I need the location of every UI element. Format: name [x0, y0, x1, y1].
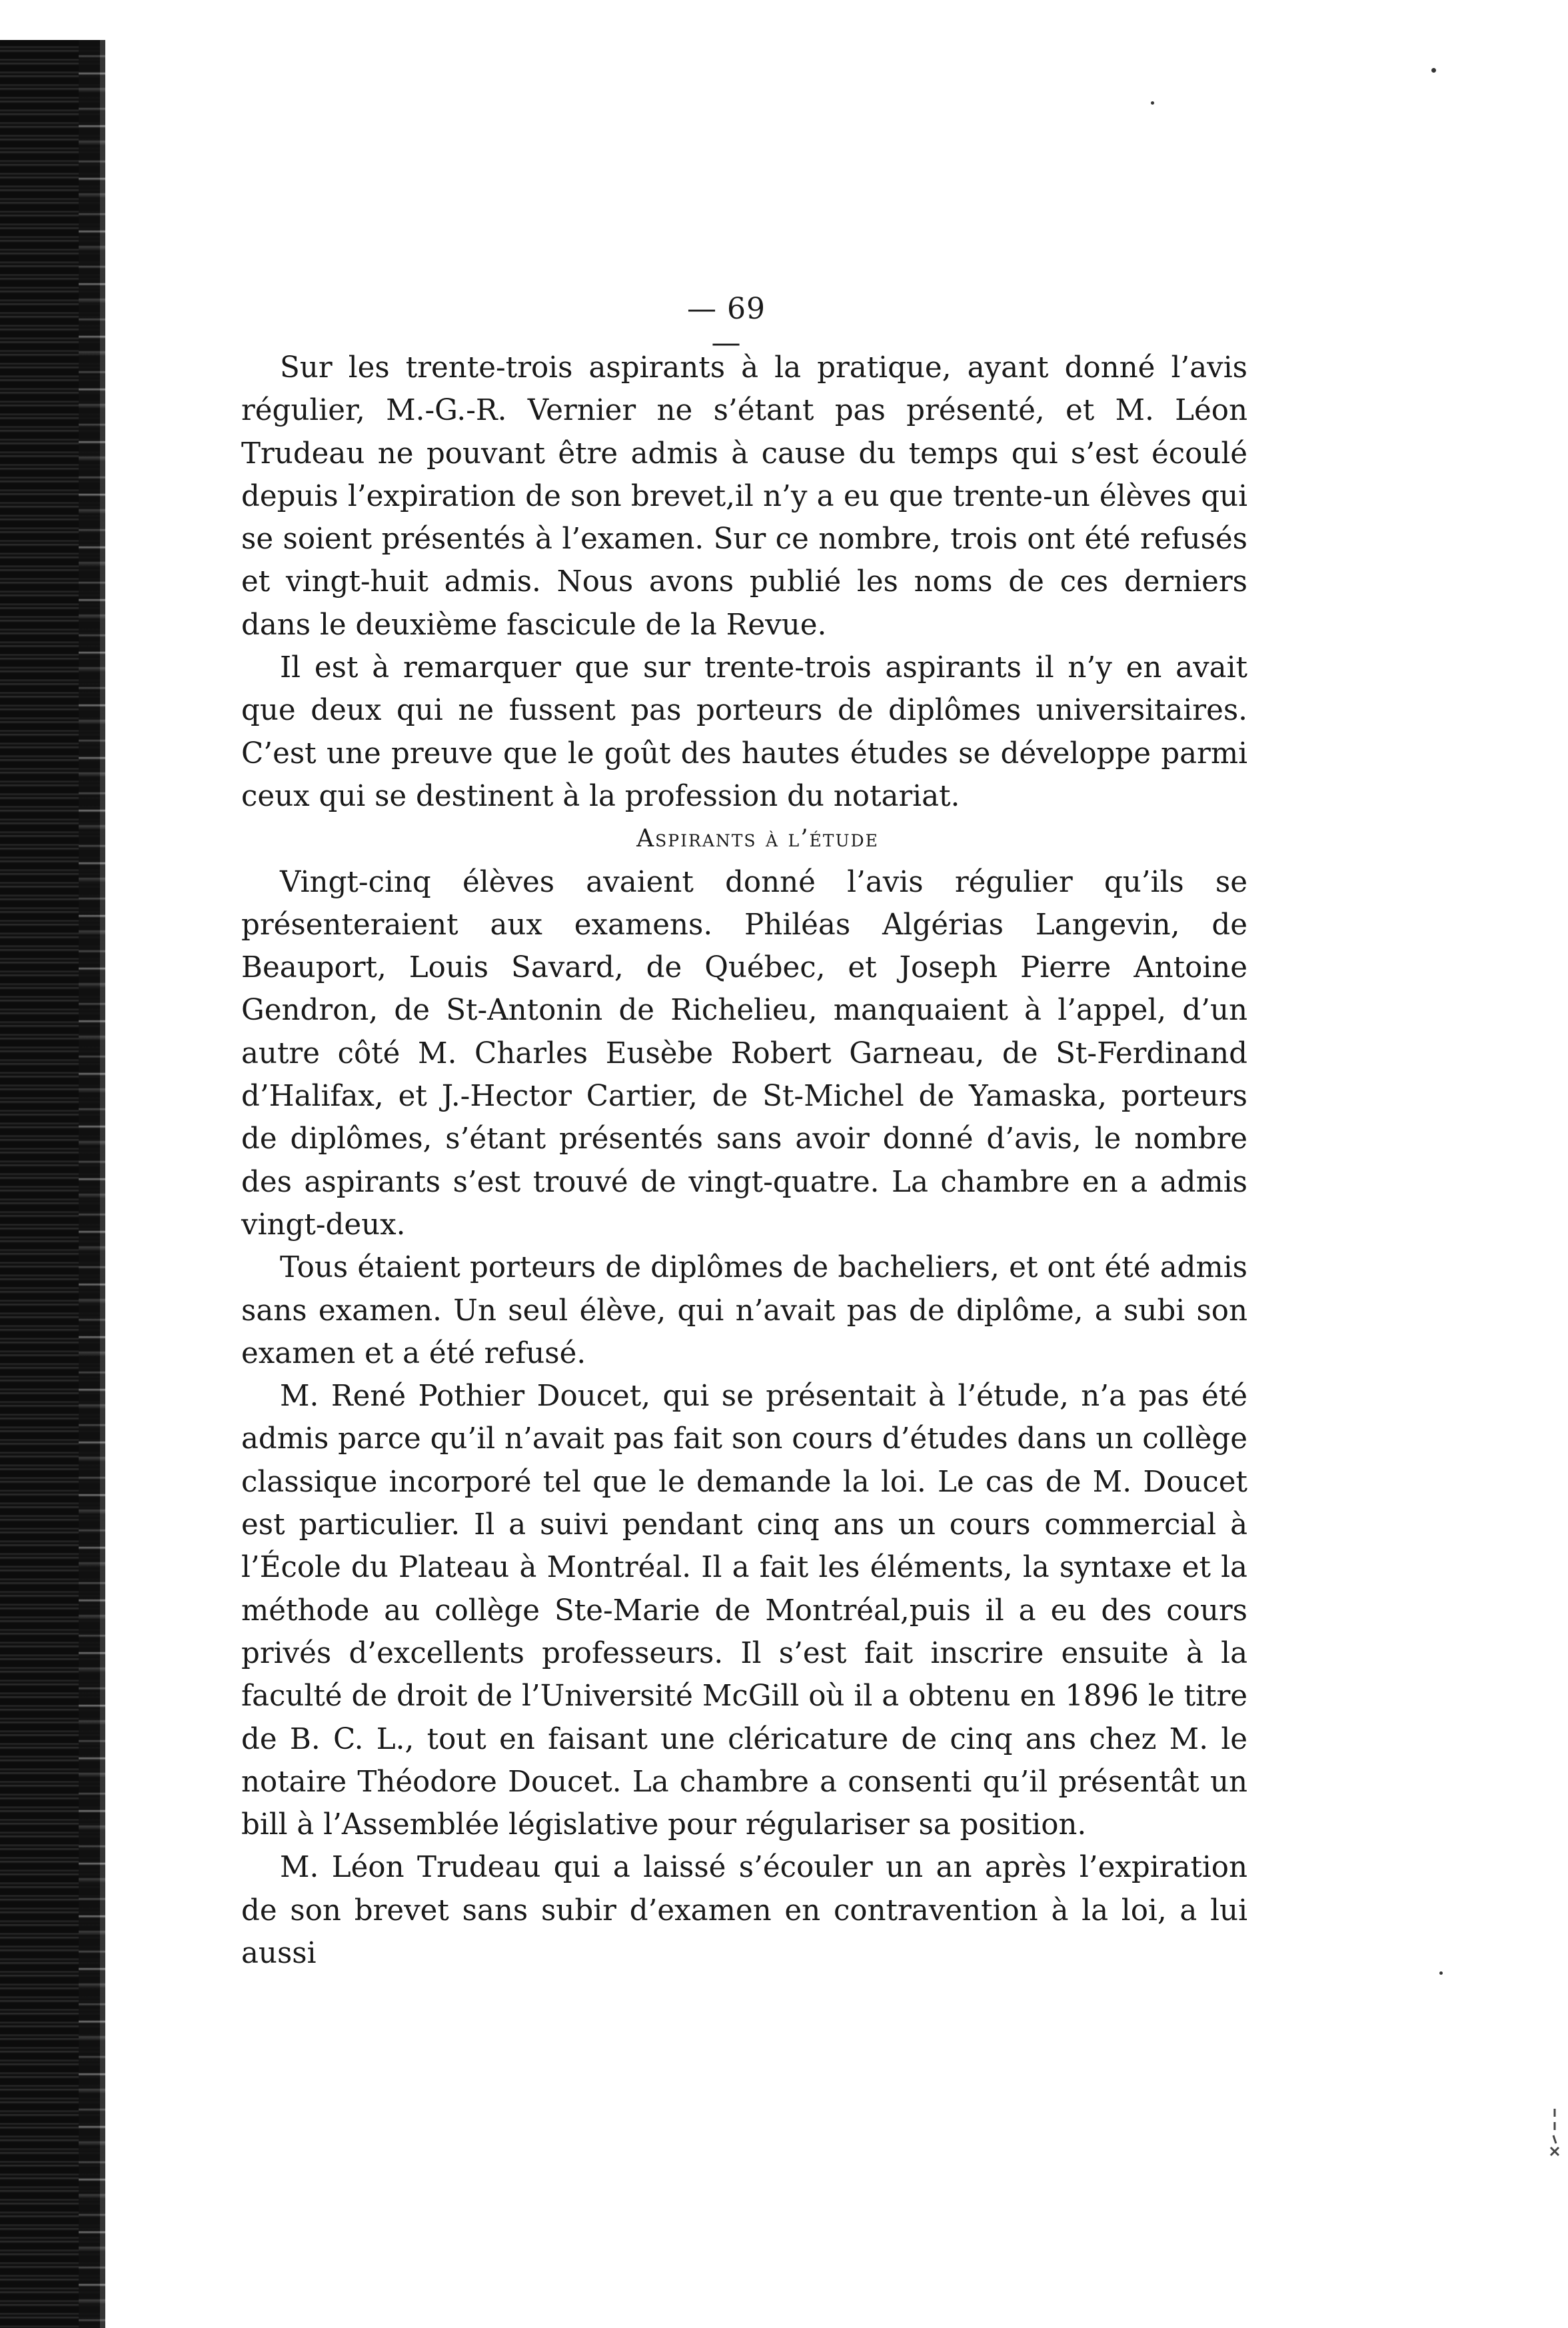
section-heading-aspirants-etude: Aspirants à l’étude [636, 825, 879, 853]
page-body [241, 347, 1247, 1975]
scan-speck [1431, 68, 1436, 73]
margin-mark-icon [1547, 2106, 1563, 2159]
paragraph-diplomes-universitaires: Il est à remarquer que sur trente-trois aspirants il n’y en avait que deux qui ne fussent pas porteurs de diplômes universitaires. C’est une preuve que le goût des hautes études se développe parmi ceux qui se destinent à la profession du notariat. [241, 651, 1247, 813]
paragraph-vingt-cinq-eleves: Vingt-cinq élèves avaient donné l’avis régulier qu’ils se présenteraient aux examens. Philéas Algérias Langevin, de Beauport, Louis Savard, de Québec, et Joseph Pierre Antoine Gendron, de St-Antonin de Richelieu, manquaient à l’appel, d’un autre côté M. Charles Eusèbe Robert Garneau, de St-Ferdinand d’Halifax, et J.-Hector Cartier, de St-Michel de Yamaska, porteurs de diplômes, s’étant présentés sans avoir donné d’avis, le nombre des aspirants s’est trouvé de vingt-quatre. La chambre en a admis vingt-deux. [241, 865, 1247, 1242]
paragraph-aspirants-pratique: Sur les trente-trois aspirants à la pratique, ayant donné l’avis régulier, M.-G.-R. Vernier ne s’étant pas présenté, et M. Léon Trudeau ne pouvant être admis à cause du temps qui s’est écoulé depuis l’expiration de son brevet,il n’y a eu que trente-un élèves qui se soient présentés à l’examen. Sur ce nombre, trois ont été refusés et vingt-huit admis. Nous avons publié les noms de ces derniers dans le deuxième fascicule de la Revue. [241, 351, 1247, 642]
scan-binding-edge-texture [79, 40, 105, 2328]
paragraph-leon-trudeau: M. Léon Trudeau qui a laissé s’écouler un an après l’expiration de son brevet sans subir d’examen en contravention à la loi, a lui aussi [241, 1851, 1247, 1970]
scan-speck [1151, 101, 1154, 105]
scan-speck [1439, 1971, 1443, 1975]
margin-scan-mark [1545, 2106, 1565, 2164]
paragraph-porteurs-diplomes: Tous étaient porteurs de diplômes de bacheliers, et ont été admis sans examen. Un seul élève, qui n’avait pas de diplôme, a subi son examen et a été refusé. [241, 1251, 1247, 1370]
page-number: — 69 — [687, 292, 766, 360]
paragraph-rene-pothier-doucet: M. René Pothier Doucet, qui se présentait à l’étude, n’a pas été admis parce qu’il n’avait pas fait son cours d’études dans un collège classique incorporé tel que le demande la loi. Le cas de M. Doucet est particulier. Il a suivi pendant cinq ans un cours commercial à l’École du Plateau à Montréal. Il a fait les éléments, la syntaxe et la méthode au collège Ste-Marie de Montréal,puis il a eu des cours privés d’excellents professeurs. Il s’est fait inscrire ensuite à la faculté de droit de l’Université McGill où il a obtenu en 1896 le titre de B. C. L., tout en faisant une cléricature de cinq ans chez M. le notaire Théodore Doucet. La chambre a consenti qu’il présentât un bill à l’Assemblée législative pour régulariser sa position. [241, 1380, 1247, 1842]
